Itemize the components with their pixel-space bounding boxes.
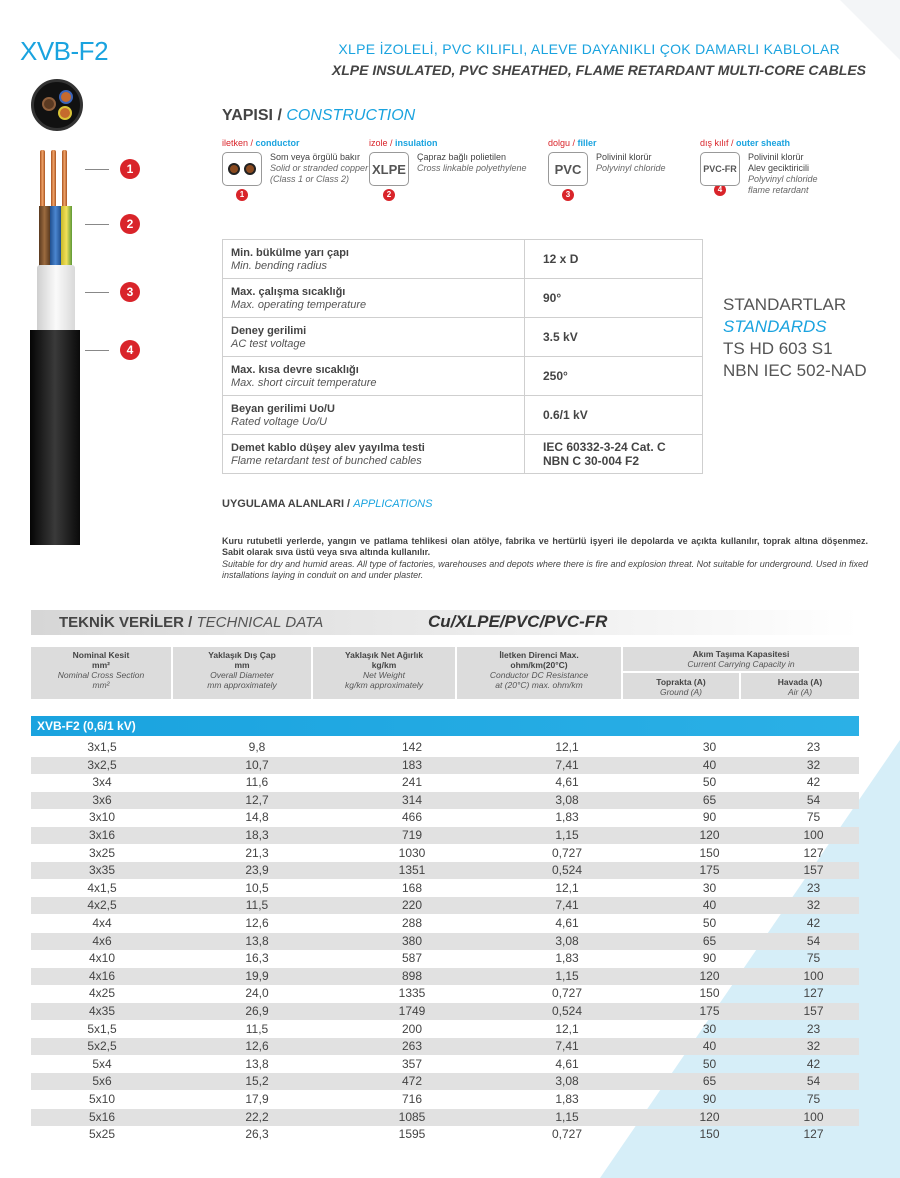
- header-unit: mm²: [92, 660, 110, 670]
- table-cell: 1030: [398, 845, 426, 860]
- table-row: [31, 739, 859, 756]
- column-header-weight: [313, 647, 455, 699]
- column-header-air: [741, 673, 859, 699]
- component-header-tr: dolgu /: [548, 138, 578, 148]
- technical-title-tr: TEKNİK VERİLER /: [59, 614, 197, 631]
- table-cell: 42: [806, 1056, 821, 1071]
- table-cell: 75: [806, 1092, 821, 1106]
- header-text: Akım Taşıma Kapasitesi: [692, 649, 790, 659]
- component-header: [369, 138, 527, 148]
- component-text-en-2: (Class 1 or Class 2): [270, 174, 350, 184]
- header-text-en: Current Carrying Capacity in: [687, 659, 795, 669]
- table-cell: 5x4: [92, 1056, 112, 1071]
- column-header-diameter: [173, 647, 311, 699]
- table-row: [31, 1109, 859, 1126]
- table-cell: 7,41: [555, 1039, 579, 1054]
- header-text: Yaklaşık Dış Çap: [208, 650, 276, 660]
- table-cell: 150: [699, 1127, 720, 1142]
- table-row: [31, 985, 859, 1002]
- table-cell: 12,7: [245, 792, 269, 807]
- property-value: 3.5 kV: [525, 318, 703, 357]
- table-cell: 175: [699, 863, 720, 878]
- table-cell: 380: [401, 933, 423, 948]
- construction-title: [222, 107, 415, 125]
- table-row: [31, 915, 859, 932]
- table-row: [31, 1091, 859, 1108]
- table-cell: 142: [401, 740, 423, 754]
- table-cell: 157: [803, 863, 824, 878]
- table-cell: 75: [806, 810, 821, 825]
- construction-title-en: CONSTRUCTION: [286, 107, 416, 124]
- table-cell: 54: [806, 933, 821, 948]
- table-cell: 4x1,5: [87, 880, 117, 895]
- component-header: [548, 138, 666, 148]
- table-cell: 3x16: [88, 828, 116, 842]
- table-cell: 4,61: [555, 916, 579, 930]
- table-row: [223, 279, 703, 318]
- table-row: [223, 357, 703, 396]
- table-row: [31, 968, 859, 985]
- table-cell: 90: [702, 1092, 717, 1106]
- table-cell: 50: [702, 1056, 717, 1071]
- property-value-line-2: NBN C 30-004 F2: [543, 454, 640, 468]
- table-cell: 3x10: [88, 810, 116, 825]
- table-cell: 4x2,5: [87, 898, 117, 913]
- table-cell: 120: [699, 968, 720, 983]
- cable-illustration: [30, 140, 80, 545]
- core-yellow-green: [58, 106, 72, 120]
- table-cell: 150: [699, 845, 720, 860]
- cable-cross-section-image: [31, 79, 83, 131]
- table-cell: 1,83: [555, 810, 579, 825]
- component-number: 3: [562, 189, 574, 201]
- component-text-en: Polyvinyl chloride: [596, 163, 666, 173]
- table-row: [31, 897, 859, 914]
- component-header-en: insulation: [395, 138, 438, 148]
- component-text-en-2: flame retardant: [748, 185, 809, 195]
- construction-code: Cu/XLPE/PVC/PVC-FR: [428, 612, 608, 631]
- table-cell: 7,41: [555, 757, 579, 772]
- table-cell: 4x10: [88, 951, 116, 966]
- table-row: [31, 792, 859, 809]
- property-value: 12 x D: [525, 240, 703, 279]
- table-cell: 32: [806, 898, 821, 913]
- component-text-tr: Som veya örgülü bakır: [270, 152, 361, 162]
- table-row: [31, 950, 859, 967]
- table-cell: 11,5: [245, 898, 269, 913]
- table-cell: 716: [401, 1092, 423, 1106]
- table-cell: 11,5: [245, 1021, 269, 1036]
- table-cell: 50: [702, 916, 717, 930]
- copper-strand: [51, 150, 56, 208]
- component-header-tr: izole /: [369, 138, 396, 148]
- component-text-tr: Polivinil klorür: [596, 152, 652, 162]
- title-turkish: XLPE İZOLELİ, PVC KILIFLI, ALEVE DAYANIKLI ÇOK DAMARLI KABLOLAR: [338, 41, 840, 57]
- header-text: Nominal Kesit: [72, 650, 130, 660]
- applications-title-en: APPLICATIONS: [353, 498, 433, 510]
- table-cell: 1,83: [555, 1092, 579, 1106]
- component-description: [270, 152, 368, 185]
- property-label-en: Rated voltage Uo/U: [231, 415, 327, 428]
- table-cell: 17,9: [245, 1092, 269, 1106]
- table-row: [223, 435, 703, 474]
- table-row: [223, 240, 703, 279]
- applications-title-tr: UYGULAMA ALANLARI /: [222, 498, 354, 510]
- table-cell: 50: [702, 775, 717, 790]
- pvc-fr-icon: PVC-FR: [700, 152, 740, 186]
- table-cell: 12,6: [245, 916, 269, 930]
- table-cell: 18,3: [245, 828, 269, 842]
- applications-title: [222, 498, 432, 510]
- table-row: [31, 809, 859, 826]
- table-cell: 100: [803, 968, 824, 983]
- table-cell: 120: [699, 828, 720, 842]
- table-cell: 4,61: [555, 1056, 579, 1071]
- cable-group-label: XVB-F2 (0,6/1 kV): [31, 716, 859, 736]
- component-description: [748, 152, 818, 196]
- table-row: [223, 318, 703, 357]
- property-label-en: Max. operating temperature: [231, 298, 367, 311]
- table-cell: 175: [699, 1004, 720, 1018]
- property-label-en: Min. bending radius: [231, 259, 328, 272]
- title-english: XLPE INSULATED, PVC SHEATHED, FLAME RETARDANT MULTI-CORE CABLES: [331, 62, 866, 78]
- table-row: [31, 845, 859, 862]
- table-cell: 127: [803, 986, 824, 1001]
- callout-number-4: 4: [120, 340, 140, 360]
- core-brown: [42, 97, 56, 111]
- table-cell: 3x35: [88, 863, 116, 878]
- table-cell: 0,524: [551, 863, 583, 878]
- table-cell: 42: [806, 775, 821, 790]
- table-cell: 40: [702, 757, 717, 772]
- table-cell: 75: [806, 951, 821, 966]
- callout-line: [85, 169, 109, 170]
- table-row: [31, 880, 859, 897]
- property-value: 0.6/1 kV: [525, 396, 703, 435]
- callout-number-3: 3: [120, 282, 140, 302]
- header-unit: mm: [234, 660, 250, 670]
- table-cell: 13,8: [245, 1056, 269, 1071]
- core-blue: [59, 90, 73, 104]
- conductor-icon: [222, 152, 262, 186]
- table-cell: 0,727: [551, 1127, 583, 1142]
- table-row: [31, 1038, 859, 1055]
- table-cell: 12,1: [555, 1021, 579, 1036]
- table-cell: 1,15: [555, 968, 579, 983]
- table-cell: 1,15: [555, 1109, 579, 1124]
- property-label-tr: Beyan gerilimi Uo/U: [231, 402, 335, 415]
- table-cell: 357: [401, 1056, 423, 1071]
- table-cell: 12,1: [555, 880, 579, 895]
- component-filler: [548, 138, 666, 201]
- table-cell: 65: [702, 933, 717, 948]
- table-cell: 157: [803, 1004, 824, 1018]
- table-cell: 21,3: [245, 845, 269, 860]
- table-cell: 5x25: [88, 1127, 116, 1142]
- table-cell: 1085: [398, 1109, 426, 1124]
- table-cell: 0,727: [551, 845, 583, 860]
- component-description: [417, 152, 527, 174]
- property-value: 90°: [525, 279, 703, 318]
- table-row: [223, 396, 703, 435]
- table-cell: 0,727: [551, 986, 583, 1001]
- component-header-en: outer sheath: [736, 138, 791, 148]
- table-row: [31, 774, 859, 791]
- table-cell: 100: [803, 1109, 824, 1124]
- table-cell: 10,5: [245, 880, 269, 895]
- standards-title-tr: STANDARTLAR: [723, 295, 847, 314]
- column-header-resistance: [457, 647, 621, 699]
- table-cell: 100: [803, 828, 824, 842]
- table-cell: 14,8: [245, 810, 269, 825]
- component-text-en: Solid or stranded copper: [270, 163, 369, 173]
- table-cell: 3,08: [555, 792, 579, 807]
- header-text-en: Nominal Cross Section: [57, 670, 145, 680]
- property-value: 250°: [525, 357, 703, 396]
- column-header-ground: [623, 673, 739, 699]
- header-text: Havada (A): [777, 677, 823, 687]
- header-text-en: Ground (A): [659, 687, 703, 697]
- header-text-en: Net Weight: [363, 670, 405, 680]
- table-cell: 127: [803, 1127, 824, 1142]
- table-cell: 1351: [398, 863, 426, 878]
- callout-number-2: 2: [120, 214, 140, 234]
- header-unit-en: at (20°C) max. ohm/km: [495, 680, 583, 690]
- table-row: [31, 933, 859, 950]
- column-header-capacity: [623, 647, 859, 671]
- table-cell: 241: [401, 775, 423, 790]
- component-number: 2: [383, 189, 395, 201]
- table-cell: 4x6: [92, 933, 112, 948]
- property-value: [525, 435, 703, 474]
- component-description: [596, 152, 666, 174]
- table-cell: 1335: [398, 986, 426, 1001]
- header-text-en: Air (A): [787, 687, 813, 697]
- table-cell: 22,2: [245, 1109, 269, 1124]
- property-label-en: AC test voltage: [231, 337, 306, 350]
- standard-item: NBN IEC 502-NAD: [723, 361, 867, 380]
- component-text-tr: Polivinil klorür: [748, 152, 804, 162]
- callout-line: [85, 224, 109, 225]
- table-cell: 3x2,5: [87, 757, 117, 772]
- table-cell: 719: [401, 828, 423, 842]
- table-cell: 23,9: [245, 863, 269, 878]
- component-insulation: [369, 138, 527, 201]
- table-cell: 30: [702, 1021, 717, 1036]
- table-cell: 13,8: [245, 933, 269, 948]
- table-row: [31, 1056, 859, 1073]
- component-text-tr: Çapraz bağlı polietilen: [417, 152, 507, 162]
- component-number: 4: [714, 184, 726, 196]
- background-decoration-top: [840, 0, 900, 60]
- properties-table: [222, 239, 703, 474]
- table-cell: 263: [401, 1039, 423, 1054]
- table-cell: 9,8: [248, 740, 266, 754]
- header-unit-en: mm approximately: [207, 680, 277, 690]
- table-cell: 30: [702, 880, 717, 895]
- table-cell: 7,41: [555, 898, 579, 913]
- header-unit: ohm/km(20°C): [510, 660, 568, 670]
- product-code: XVB-F2: [20, 36, 109, 66]
- table-cell: 19,9: [245, 968, 269, 983]
- property-label-tr: Max. çalışma sıcaklığı: [231, 285, 346, 298]
- table-cell: 0,524: [551, 1004, 583, 1018]
- standards-title-en: STANDARDS: [723, 317, 827, 336]
- table-cell: 220: [401, 898, 423, 913]
- column-header-cross-section: [31, 647, 171, 699]
- table-cell: 1,15: [555, 828, 579, 842]
- component-outer-sheath: [700, 138, 818, 196]
- table-cell: 4x16: [88, 968, 116, 983]
- header-unit: kg/km: [371, 660, 397, 670]
- table-cell: 3,08: [555, 1074, 579, 1089]
- table-cell: 15,2: [245, 1074, 269, 1089]
- applications-text-tr: Kuru rutubetli yerlerde, yangın ve patlama tehlikesi olan atölye, fabrika ve hertürlü işyeri ile depolarda ve açıkta kullanılır, toprak altına döşenmez. Sabit olarak sıva üstü veya sıva altında kullanılır.: [222, 536, 868, 557]
- property-value-line-1: IEC 60332-3-24 Cat. C: [543, 440, 666, 454]
- header-text-en: Overall Diameter: [210, 670, 274, 680]
- table-row: [31, 827, 859, 844]
- table-cell: 40: [702, 1039, 717, 1054]
- table-row: [31, 1126, 859, 1143]
- callout-line: [85, 350, 109, 351]
- header-unit-en: mm²: [92, 680, 110, 690]
- pvc-icon: PVC: [548, 152, 588, 186]
- copper-strand: [62, 150, 67, 208]
- table-cell: 54: [806, 792, 821, 807]
- table-cell: 150: [699, 986, 720, 1001]
- table-cell: 90: [702, 810, 717, 825]
- table-cell: 5x1,5: [87, 1021, 117, 1036]
- table-row: [31, 757, 859, 774]
- xlpe-icon: XLPE: [369, 152, 409, 186]
- component-header-en: conductor: [255, 138, 300, 148]
- table-cell: 42: [806, 916, 821, 930]
- standards-block: [723, 294, 867, 382]
- property-label-tr: Min. bükülme yarı çapı: [231, 246, 349, 259]
- table-cell: 3,08: [555, 933, 579, 948]
- table-cell: 5x16: [88, 1109, 116, 1124]
- callout-number-1: 1: [120, 159, 140, 179]
- table-cell: 466: [401, 810, 423, 825]
- technical-data-title: [59, 614, 323, 631]
- filler-layer: [37, 265, 75, 333]
- table-cell: 3x1,5: [87, 740, 117, 754]
- table-cell: 120: [699, 1109, 720, 1124]
- table-cell: 3x6: [92, 792, 112, 807]
- table-cell: 24,0: [245, 986, 269, 1001]
- component-header: [700, 138, 818, 148]
- copper-strand: [40, 150, 45, 208]
- table-cell: 32: [806, 757, 821, 772]
- component-header-en: filler: [577, 138, 597, 148]
- construction-title-tr: YAPISI /: [222, 107, 287, 124]
- table-cell: 23: [806, 1021, 821, 1036]
- table-cell: 3x25: [88, 845, 116, 860]
- table-cell: 10,7: [245, 757, 269, 772]
- table-cell: 3x4: [92, 775, 112, 790]
- table-cell: 5x10: [88, 1092, 116, 1106]
- table-cell: 168: [401, 880, 423, 895]
- table-cell: 898: [401, 968, 423, 983]
- table-cell: 200: [401, 1021, 423, 1036]
- table-cell: 23: [806, 880, 821, 895]
- component-number: 1: [236, 189, 248, 201]
- table-cell: 12,1: [555, 740, 579, 754]
- table-cell: 5x2,5: [87, 1039, 117, 1054]
- component-text-tr-2: Alev geciktiricili: [748, 163, 810, 173]
- table-cell: 65: [702, 1074, 717, 1089]
- table-cell: 4x4: [92, 916, 112, 930]
- header-text: Yaklaşık Net Ağırlık: [344, 650, 424, 660]
- table-cell: 1595: [398, 1127, 426, 1142]
- table-row: [31, 862, 859, 879]
- table-cell: 4x35: [88, 1004, 116, 1018]
- table-cell: 5x6: [92, 1074, 112, 1089]
- component-text-en: Cross linkable polyethylene: [417, 163, 527, 173]
- table-cell: 65: [702, 792, 717, 807]
- component-conductor: [222, 138, 368, 201]
- table-cell: 40: [702, 898, 717, 913]
- table-cell: 90: [702, 951, 717, 966]
- component-header-tr: iletken /: [222, 138, 256, 148]
- component-text-en: Polyvinyl chloride: [748, 174, 818, 184]
- table-cell: 26,3: [245, 1127, 269, 1142]
- header-text: İletken Direnci Max.: [499, 650, 579, 660]
- table-cell: 314: [401, 792, 423, 807]
- table-cell: 183: [401, 757, 423, 772]
- applications-text-en: Suitable for dry and humid areas. All type of factories, warehouses and depots where there is fire and explosion threat. Not suitable for underground. Used in fixed installations laying in conduit on and under plaster.: [222, 559, 868, 580]
- table-cell: 12,6: [245, 1039, 269, 1054]
- header-text-en: Conductor DC Resistance: [489, 670, 589, 680]
- table-cell: 127: [803, 845, 824, 860]
- table-cell: 26,9: [245, 1004, 269, 1018]
- table-cell: 1749: [398, 1004, 426, 1018]
- table-cell: 4x25: [88, 986, 116, 1001]
- table-cell: 30: [702, 740, 717, 754]
- header-unit-en: kg/km approximately: [345, 680, 423, 690]
- table-cell: 1,83: [555, 951, 579, 966]
- callout-line: [85, 292, 109, 293]
- outer-sheath: [30, 330, 80, 545]
- component-header-tr: dış kılıf /: [700, 138, 737, 148]
- table-cell: 587: [401, 951, 423, 966]
- standard-item: TS HD 603 S1: [723, 339, 833, 358]
- table-cell: 16,3: [245, 951, 269, 966]
- technical-title-en: TECHNICAL DATA: [196, 614, 324, 631]
- header-text: Toprakta (A): [656, 677, 706, 687]
- property-label-tr: Max. kısa devre sıcaklığı: [231, 363, 359, 376]
- table-cell: 11,6: [245, 775, 269, 790]
- component-header: [222, 138, 368, 148]
- property-label-en: Flame retardant test of bunched cables: [231, 454, 422, 467]
- property-label-tr: Demet kablo düşey alev yayılma testi: [231, 441, 425, 454]
- table-cell: 288: [401, 916, 423, 930]
- table-cell: 32: [806, 1039, 821, 1054]
- property-label-tr: Deney gerilimi: [231, 324, 307, 337]
- table-cell: 4,61: [555, 775, 579, 790]
- table-row: [31, 1021, 859, 1038]
- property-label-en: Max. short circuit temperature: [231, 376, 377, 389]
- table-row: [31, 1073, 859, 1090]
- table-cell: 23: [806, 740, 821, 754]
- table-row: [31, 1003, 859, 1020]
- table-cell: 472: [401, 1074, 423, 1089]
- table-cell: 54: [806, 1074, 821, 1089]
